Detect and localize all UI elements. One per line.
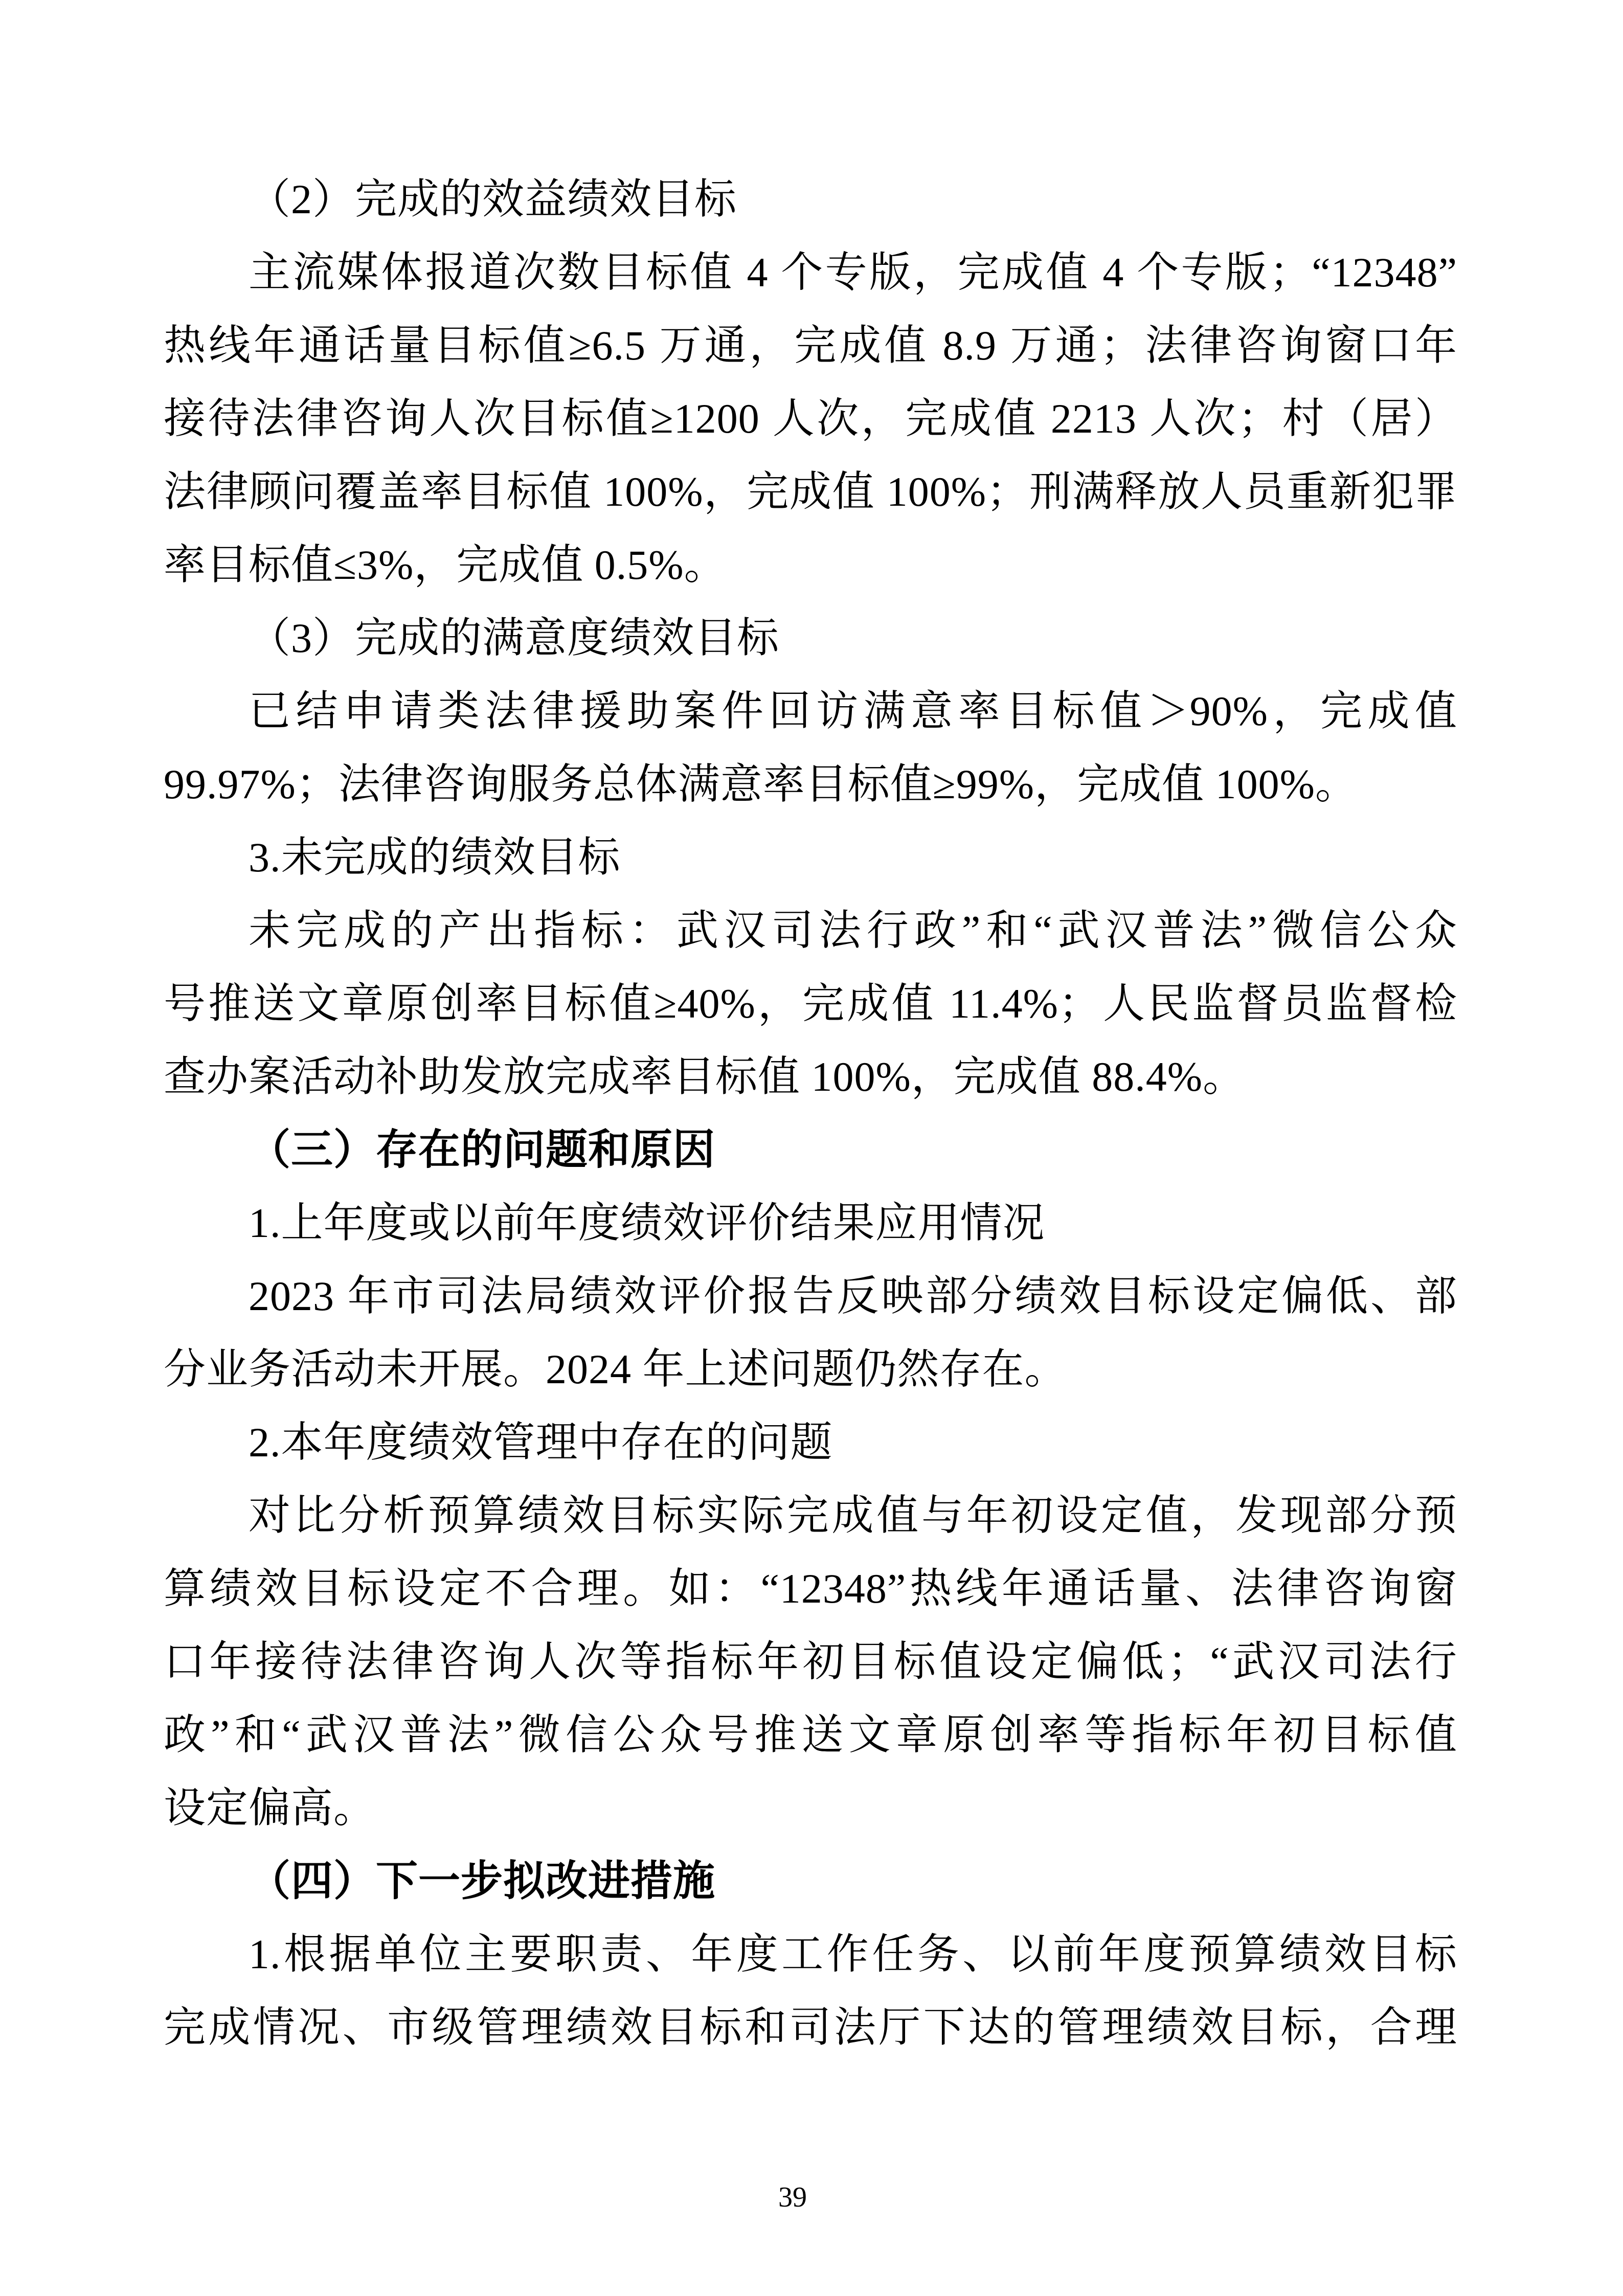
text-line: 法律顾问覆盖率目标值 100%，完成值 100%；刑满释放人员重新犯罪 bbox=[164, 468, 1457, 515]
text-line: 接待法律咨询人次目标值≥1200 人次，完成值 2213 人次；村（居） bbox=[164, 395, 1457, 442]
text-line: 已结申请类法律援助案件回访满意率目标值＞90%，完成值 bbox=[249, 688, 1457, 734]
text-line: 号推送文章原创率目标值≥40%，完成值 11.4%；人民监督员监督检 bbox=[164, 980, 1457, 1027]
subheading-benefit-targets: （2）完成的效益绩效目标 bbox=[249, 176, 737, 222]
subheading-prior-year: 1.上年度或以前年度绩效评价结果应用情况 bbox=[249, 1200, 1045, 1246]
text-line: 主流媒体报道次数目标值 4 个专版，完成值 4 个专版；“12348” bbox=[249, 249, 1457, 296]
text-line: 未完成的产出指标：武汉司法行政”和“武汉普法”微信公众 bbox=[249, 907, 1457, 954]
text-line: 政”和“武汉普法”微信公众号推送文章原创率等指标年初目标值 bbox=[164, 1712, 1457, 1758]
text-line: 1.根据单位主要职责、年度工作任务、以前年度预算绩效目标 bbox=[249, 1931, 1457, 1977]
text-line: 查办案活动补助发放完成率目标值 100%，完成值 88.4%。 bbox=[164, 1053, 1246, 1100]
text-line: 算绩效目标设定不合理。如：“12348”热线年通话量、法律咨询窗 bbox=[164, 1565, 1457, 1612]
page-number: 39 bbox=[778, 2181, 807, 2213]
text-line: 分业务活动未开展。2024 年上述问题仍然存在。 bbox=[164, 1346, 1067, 1392]
section-heading-problems: （三）存在的问题和原因 bbox=[249, 1127, 716, 1173]
text-line: 对比分析预算绩效目标实际完成值与年初设定值，发现部分预 bbox=[249, 1492, 1457, 1539]
text-line: 完成情况、市级管理绩效目标和司法厅下达的管理绩效目标，合理 bbox=[164, 2004, 1457, 2051]
document-text bbox=[164, 163, 1457, 2064]
text-line: 99.97%；法律咨询服务总体满意率目标值≥99%，完成值 100%。 bbox=[164, 761, 1358, 807]
text-line: 口年接待法律咨询人次等指标年初目标值设定偏低；“武汉司法行 bbox=[164, 1638, 1457, 1685]
text-line: 设定偏高。 bbox=[164, 1785, 376, 1831]
section-heading-improvements: （四）下一步拟改进措施 bbox=[249, 1858, 716, 1904]
subheading-satisfaction-targets: （3）完成的满意度绩效目标 bbox=[249, 615, 780, 661]
text-line: 2023 年市司法局绩效评价报告反映部分绩效目标设定偏低、部 bbox=[249, 1273, 1457, 1319]
text-line: 率目标值≤3%，完成值 0.5%。 bbox=[164, 542, 727, 588]
text-line: 热线年通话量目标值≥6.5 万通，完成值 8.9 万通；法律咨询窗口年 bbox=[164, 322, 1457, 369]
subheading-unmet-targets: 3.未完成的绩效目标 bbox=[249, 834, 621, 881]
subheading-current-year: 2.本年度绩效管理中存在的问题 bbox=[249, 1419, 833, 1466]
